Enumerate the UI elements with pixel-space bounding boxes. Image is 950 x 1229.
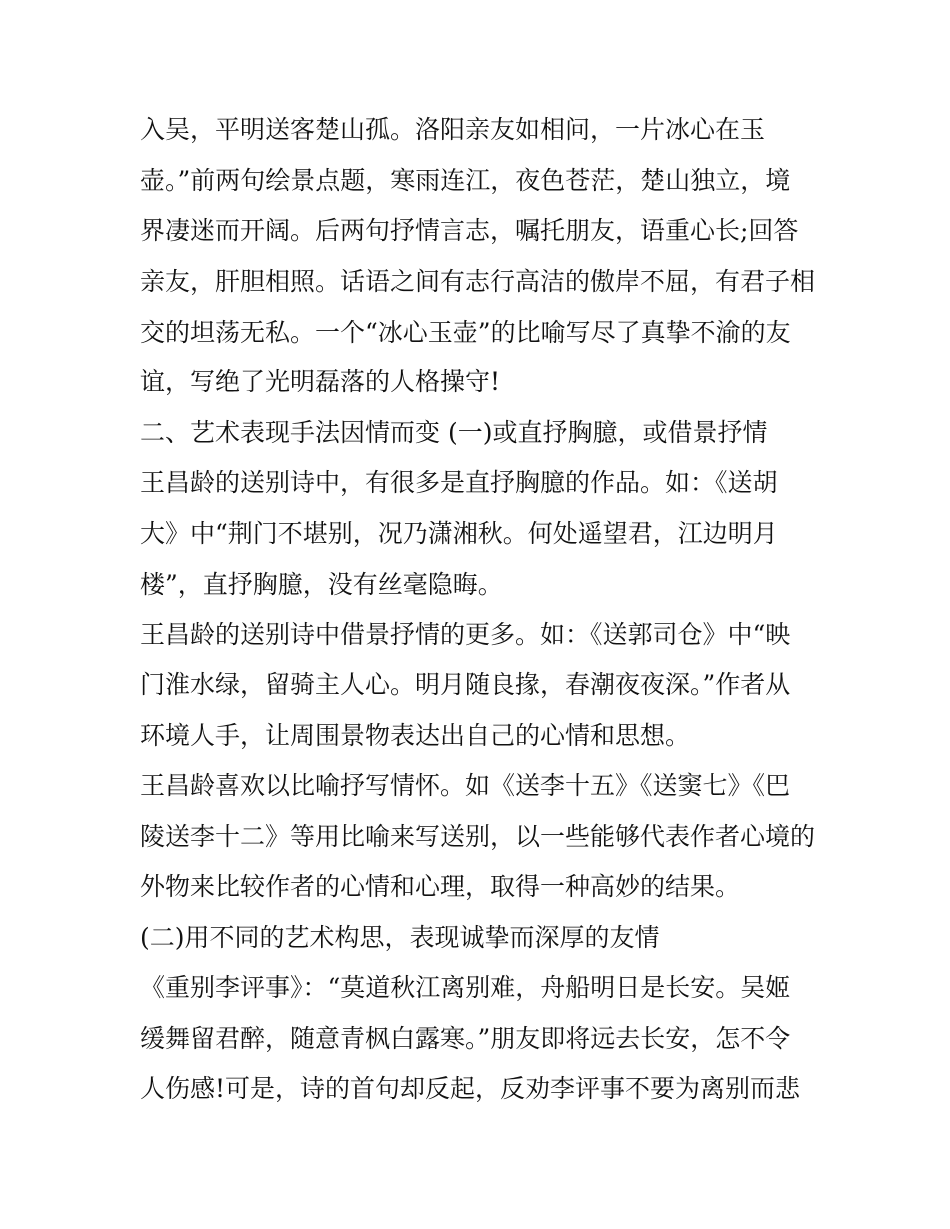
text-line: 界凄迷而开阔。后两句抒情言志，嘱托朋友，语重心长;回答 bbox=[140, 216, 799, 245]
text-line: 谊，写绝了光明磊落的人格操守! bbox=[140, 367, 501, 396]
text-line: 大》中“荆门不堪别，况乃潇湘秋。何处遥望君，江边明月 bbox=[140, 519, 778, 548]
text-line: 壶。”前两句绘景点题，寒雨连江，夜色苍茫，楚山独立，境 bbox=[140, 166, 791, 195]
text-line: 外物来比较作者的心情和心理，取得一种高妙的结果。 bbox=[140, 872, 741, 901]
text-line: 门淮水绿，留骑主人心。明月随良掾，春潮夜夜深。”作者从 bbox=[140, 670, 791, 699]
text-line: 王昌龄的送别诗中借景抒情的更多。如：《送郭司仓》中“映 bbox=[140, 620, 791, 649]
text-line: 环境人手，让周围景物表达出自己的心情和思想。 bbox=[140, 721, 691, 750]
text-line: 入吴，平明送客楚山孤。洛阳亲友如相问，一片冰心在玉 bbox=[140, 115, 766, 144]
section-heading: 二、艺术表现手法因情而变 (一)或直抒胸臆，或借景抒情 bbox=[140, 418, 768, 447]
text-line: 缓舞留君醉，随意青枫白露寒。”朋友即将远去长安，怎不令 bbox=[140, 1024, 791, 1053]
text-line: 《重别李评事》：“莫道秋江离别难，舟船明日是长安。吴姬 bbox=[140, 973, 791, 1002]
text-line: 交的坦荡无私。一个“冰心玉壶”的比喻写尽了真挚不渝的友 bbox=[140, 318, 791, 347]
text-line: 王昌龄的送别诗中，有很多是直抒胸臆的作品。如：《送胡 bbox=[140, 468, 778, 497]
text-line: 亲友，肝胆相照。话语之间有志行高洁的傲岸不屈，有君子相 bbox=[140, 267, 816, 296]
section-heading: (二)用不同的艺术构思，表现诚挚而深厚的友情 bbox=[140, 923, 660, 952]
text-line: 楼”，直抒胸臆，没有丝毫隐晦。 bbox=[140, 570, 503, 599]
text-line: 陵送李十二》等用比喻来写送别，以一些能够代表作者心境的 bbox=[140, 822, 816, 851]
text-line: 人伤感!可是，诗的首句却反起，反劝李评事不要为离别而悲 bbox=[140, 1074, 801, 1103]
text-line: 王昌龄喜欢以比喻抒写情怀。如《送李十五》《送窦七》《巴 bbox=[140, 771, 791, 800]
